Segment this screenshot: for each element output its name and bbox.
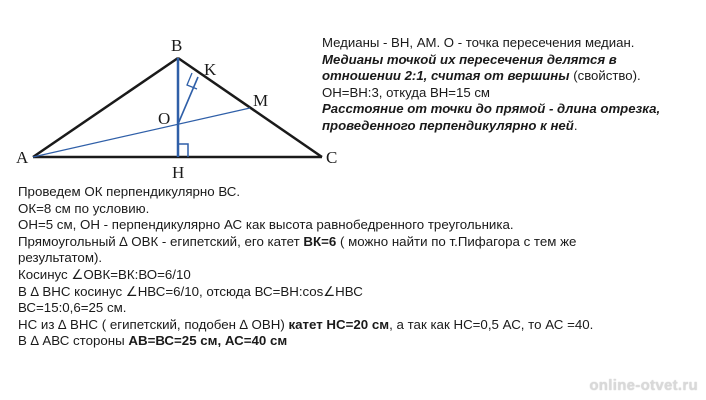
label-h: H — [172, 163, 185, 182]
note-line-3-bold: отношении 2:1, считая от вершины — [322, 68, 570, 84]
note-line-6-bold: проведенного перпендикулярно к ней — [322, 117, 574, 133]
label-o: O — [158, 109, 171, 128]
label-k: K — [204, 60, 217, 79]
label-m: M — [253, 91, 269, 110]
solution-line-8: ВС=15:0,6=25 см. — [18, 300, 127, 316]
solution-line-4-c: ( можно найти по т.Пифагора с тем же — [336, 233, 577, 249]
solution-line-9-a: НС из ∆ ВНС ( египетский, подобен ∆ ОВН) — [18, 316, 289, 332]
note-line-1: Медианы - ВН, АМ. О - точка пересечения медиан. — [322, 35, 635, 50]
solution-line-9-b: катет НС=20 см — [288, 316, 390, 332]
note-line-6-end: . — [573, 117, 578, 133]
solution-line-10-b: АВ=ВС=25 см, АС=40 см — [128, 333, 288, 349]
solution-line-6: Косинус ∠ОВК=ВК:ВО=6/10 — [18, 266, 191, 282]
side-ab — [33, 58, 178, 157]
solution-line-9-c: , а так как НС=0,5 АС, то АС =40. — [389, 316, 594, 332]
solution-line-7: В ∆ ВНС косинус ∠НВС=6/10, отсюда ВС=ВН:cos∠НВС — [18, 283, 363, 299]
solution-line-3: ОН=5 см, ОН - перпендикулярно АС как высота равнобедренного треугольника. — [18, 217, 514, 233]
watermark: online-otvet.ru — [589, 377, 698, 394]
note-line-2: Медианы точкой их пересечения делятся в — [322, 51, 617, 67]
triangle-figure — [0, 0, 338, 185]
note-line-4: ОН=ВН:3, откуда ВН=15 см — [322, 84, 490, 100]
side-notes — [322, 35, 702, 135]
label-b: B — [171, 36, 183, 55]
solution-line-4 — [18, 234, 702, 251]
solution-line-4-b: ВК=6 — [303, 233, 337, 249]
median-am — [33, 108, 250, 157]
solution-line-10 — [18, 333, 702, 350]
note-line-5: Расстояние от точки до прямой - длина отрезка, — [322, 101, 661, 117]
right-angle-mark-h — [178, 144, 188, 157]
note-line-3-rest: (свойство). — [569, 68, 641, 84]
note-line-3 — [322, 68, 702, 85]
label-c: C — [326, 148, 338, 167]
note-line-6 — [322, 118, 702, 135]
solution-line-5: результатом). — [18, 250, 103, 266]
solution-line-1: Проведем ОК перпендикулярно ВС. — [18, 184, 241, 199]
label-a: A — [16, 148, 29, 167]
side-bc — [178, 58, 322, 157]
solution-line-10-a: В ∆ АВС стороны — [18, 333, 129, 349]
solution-line-2: ОК=8 см по условию. — [18, 200, 150, 216]
solution-line-4-a: Прямоугольный ∆ ОВК - египетский, его катет — [18, 233, 304, 249]
solution-text — [18, 184, 702, 350]
solution-line-9 — [18, 317, 702, 334]
